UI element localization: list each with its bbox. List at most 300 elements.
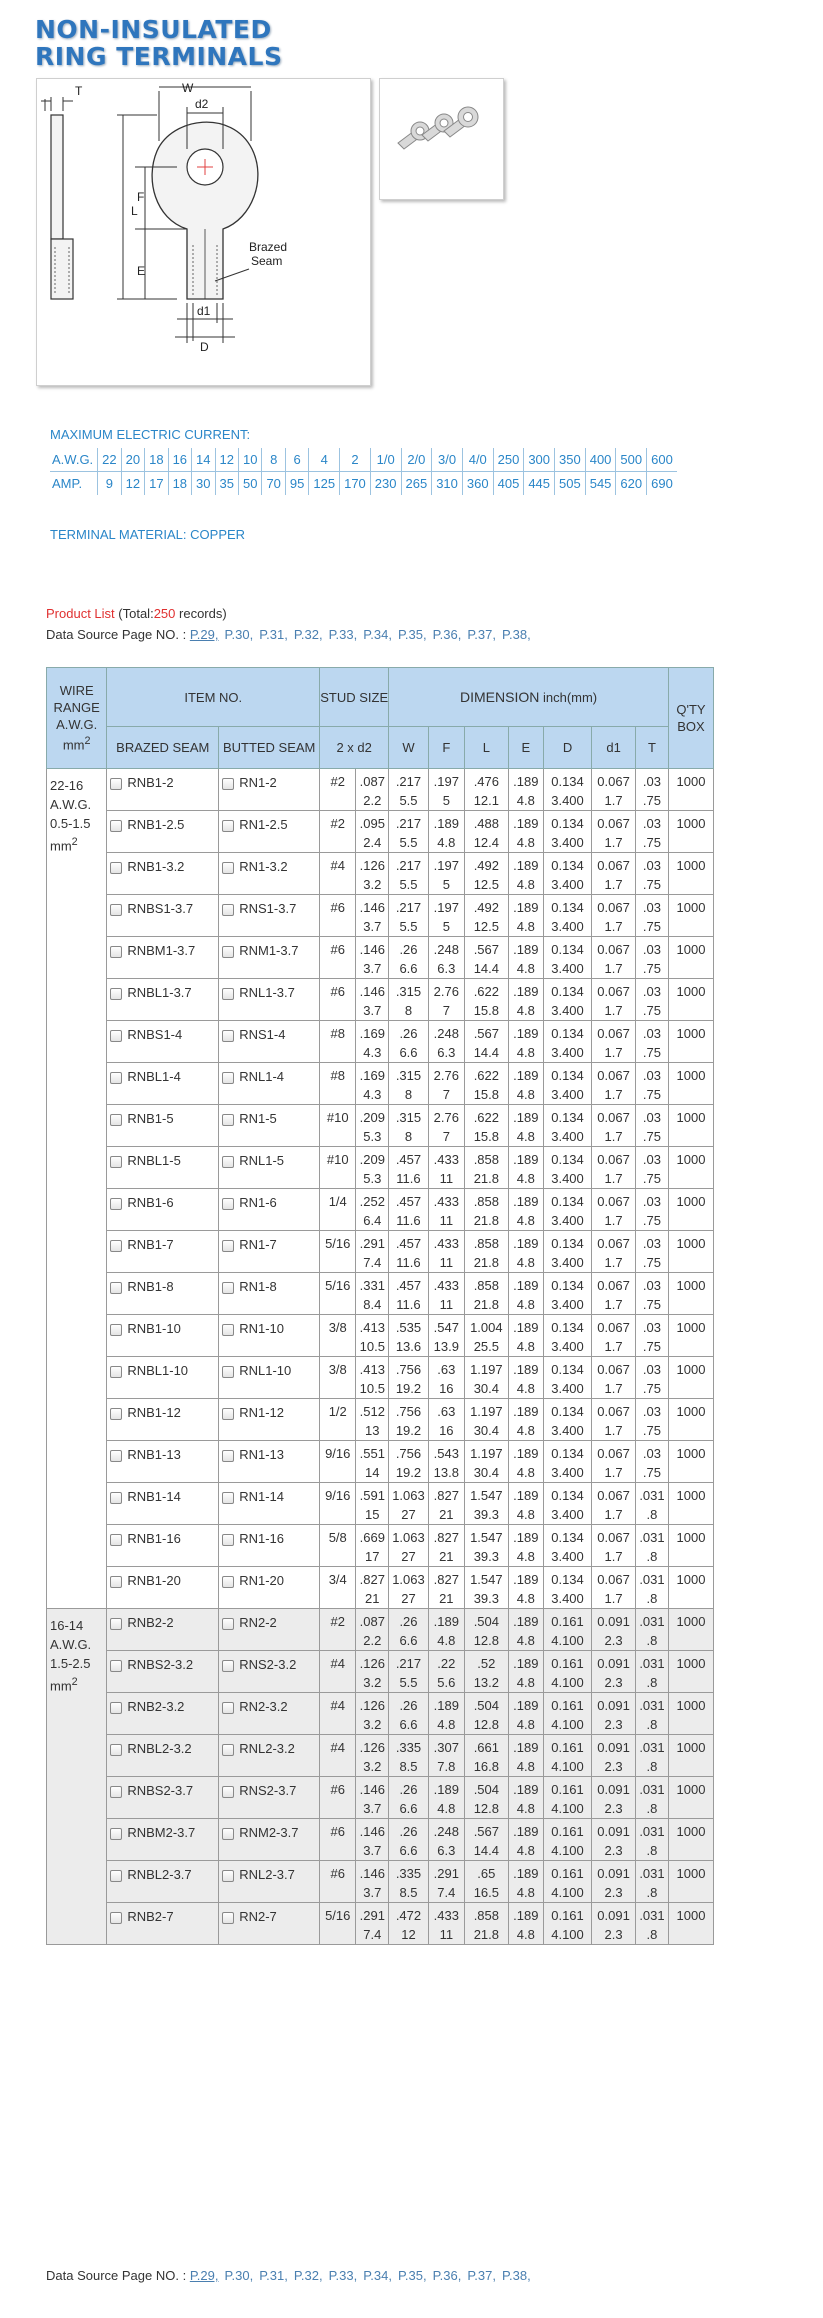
stud-cell xyxy=(320,1903,356,1945)
stud-cell xyxy=(320,1273,356,1315)
page-link[interactable]: P.36, xyxy=(432,2268,462,2283)
dim-d1-cell xyxy=(592,1231,636,1273)
dim-d2-cell xyxy=(356,1189,389,1231)
select-checkbox[interactable] xyxy=(222,1870,234,1882)
header-d1: d1 xyxy=(592,727,636,769)
dim-F-cell xyxy=(428,1483,464,1525)
table-row xyxy=(47,1819,714,1861)
awg-value: 350 xyxy=(555,448,586,472)
select-checkbox[interactable] xyxy=(110,1702,122,1714)
select-checkbox[interactable] xyxy=(222,778,234,790)
stud-value: #4 xyxy=(330,858,345,873)
dim-mm: 4.100 xyxy=(551,1885,584,1900)
stud-value: 5/16 xyxy=(325,1908,351,1923)
dim-mm: 4.8 xyxy=(516,1255,535,1270)
select-checkbox[interactable] xyxy=(222,862,234,874)
dim-D-cell xyxy=(543,1357,591,1399)
select-checkbox[interactable] xyxy=(222,1156,234,1168)
dim-W-cell xyxy=(389,1189,428,1231)
dim-W-cell xyxy=(389,1273,428,1315)
dim-inch: .567 xyxy=(473,942,499,957)
qty-value: 1000 xyxy=(676,1026,706,1041)
dim-inch: .827 xyxy=(433,1572,459,1587)
brazed-item-cell xyxy=(107,1147,219,1189)
dim-inch: .63 xyxy=(437,1362,456,1377)
dim-mm: 1.7 xyxy=(604,793,623,808)
page-link[interactable]: P.32, xyxy=(293,627,323,642)
select-checkbox[interactable] xyxy=(222,820,234,832)
dim-E-cell xyxy=(508,1189,543,1231)
label-d1: d1 xyxy=(197,304,211,318)
dim-inch: .03 xyxy=(642,1278,661,1293)
dim-W-cell xyxy=(389,853,428,895)
table-row xyxy=(47,1021,714,1063)
dim-inch: 0.161 xyxy=(551,1698,584,1713)
brazed-item-cell xyxy=(107,1483,219,1525)
select-checkbox[interactable] xyxy=(110,778,122,790)
header-brazed: BRAZED SEAM xyxy=(107,727,219,769)
dim-mm: 27 xyxy=(401,1591,416,1606)
dim-mm: 4.8 xyxy=(516,1885,535,1900)
select-checkbox[interactable] xyxy=(222,1324,234,1336)
dim-mm: 2.3 xyxy=(604,1801,623,1816)
dim-inch: .189 xyxy=(513,1782,539,1797)
select-checkbox[interactable] xyxy=(110,820,122,832)
select-checkbox[interactable] xyxy=(110,1744,122,1756)
dim-W-cell xyxy=(389,1525,428,1567)
select-checkbox[interactable] xyxy=(110,1366,122,1378)
dim-inch: .413 xyxy=(359,1320,385,1335)
dim-inch: .189 xyxy=(513,1908,539,1923)
dim-D-cell xyxy=(543,1525,591,1567)
dim-F-cell xyxy=(428,1525,464,1567)
brazed-item-cell xyxy=(107,1399,219,1441)
page-link[interactable]: P.37, xyxy=(467,2268,496,2283)
amp-value: 18 xyxy=(168,472,191,496)
brazed-item-no: RNB1-20 xyxy=(127,1573,181,1588)
dim-L-cell xyxy=(464,1273,508,1315)
amp-value: 265 xyxy=(401,472,432,496)
stud-cell xyxy=(320,1441,356,1483)
amp-value: 620 xyxy=(616,472,647,496)
awg-value: 14 xyxy=(192,448,215,472)
qty-cell xyxy=(668,1777,713,1819)
page-link[interactable]: P.29, xyxy=(189,2268,219,2283)
butted-item-no: RN1-5 xyxy=(239,1111,277,1126)
qty-value: 1000 xyxy=(676,1656,706,1671)
dim-inch: 0.067 xyxy=(597,1530,630,1545)
page-link[interactable]: P.37, xyxy=(467,627,496,642)
dim-mm: 3.400 xyxy=(551,1129,584,1144)
page-link[interactable]: P.33, xyxy=(328,2268,358,2283)
dim-W-cell xyxy=(389,1399,428,1441)
stud-value: #6 xyxy=(330,1782,345,1797)
label-W: W xyxy=(182,81,194,95)
dim-mm: 3.400 xyxy=(551,1339,584,1354)
dim-inch: .189 xyxy=(513,1446,539,1461)
select-checkbox[interactable] xyxy=(222,988,234,1000)
dim-E-cell xyxy=(508,1651,543,1693)
select-checkbox[interactable] xyxy=(110,1576,122,1588)
select-checkbox[interactable] xyxy=(222,1576,234,1588)
dim-inch: .457 xyxy=(395,1152,422,1167)
stud-cell xyxy=(320,1147,356,1189)
qty-cell xyxy=(668,1609,713,1651)
select-checkbox[interactable] xyxy=(222,1240,234,1252)
dim-mm: 13.2 xyxy=(473,1675,499,1690)
dim-F-cell xyxy=(428,1609,464,1651)
dim-T-cell xyxy=(636,1357,669,1399)
dim-mm: .75 xyxy=(642,1003,661,1018)
select-checkbox[interactable] xyxy=(222,946,234,958)
dim-mm: 25.5 xyxy=(473,1339,499,1354)
dim-W-cell xyxy=(389,937,428,979)
dim-mm: 1.7 xyxy=(604,877,623,892)
dim-mm: 5.5 xyxy=(399,835,418,850)
dim-mm: 4.8 xyxy=(516,1129,535,1144)
select-checkbox[interactable] xyxy=(110,1618,122,1630)
dim-mm: 4.8 xyxy=(516,1171,535,1186)
select-checkbox[interactable] xyxy=(222,1366,234,1378)
dim-F-cell xyxy=(428,1651,464,1693)
dim-inch: 1.547 xyxy=(470,1530,503,1545)
dim-inch: .126 xyxy=(359,1656,385,1671)
dim-mm: .75 xyxy=(642,1423,661,1438)
butted-item-cell xyxy=(219,1105,320,1147)
dim-inch: .03 xyxy=(642,1404,661,1419)
dim-inch: .827 xyxy=(433,1488,459,1503)
dim-mm: 7 xyxy=(442,1129,450,1144)
label-F: F xyxy=(137,190,145,204)
dim-mm: 4.8 xyxy=(516,1339,535,1354)
select-checkbox[interactable] xyxy=(110,1198,122,1210)
select-checkbox[interactable] xyxy=(110,1786,122,1798)
dim-mm: 3.400 xyxy=(551,1003,584,1018)
dim-D-cell xyxy=(543,1483,591,1525)
qty-value: 1000 xyxy=(676,1068,706,1083)
dim-d2-cell xyxy=(356,1567,389,1609)
page-link[interactable]: P.35, xyxy=(397,627,427,642)
qty-cell xyxy=(668,1357,713,1399)
dim-inch: .189 xyxy=(433,1698,459,1713)
select-checkbox[interactable] xyxy=(110,1072,122,1084)
dim-mm: 16 xyxy=(439,1381,454,1396)
dim-T-cell xyxy=(636,1105,669,1147)
select-checkbox[interactable] xyxy=(222,1282,234,1294)
dim-mm: .8 xyxy=(646,1885,658,1900)
dim-mm: 4.8 xyxy=(516,1087,535,1102)
dim-mm: 19.2 xyxy=(395,1381,422,1396)
butted-item-no: RN1-13 xyxy=(239,1447,285,1462)
dim-inch: .488 xyxy=(473,816,499,831)
page-link[interactable]: P.38, xyxy=(502,2268,531,2283)
dim-inch: .197 xyxy=(433,858,459,873)
select-checkbox[interactable] xyxy=(222,904,234,916)
stud-value: #4 xyxy=(330,1656,345,1671)
dim-T-cell xyxy=(636,1147,669,1189)
table-row xyxy=(47,811,714,853)
select-checkbox[interactable] xyxy=(110,1282,122,1294)
dim-inch: 0.067 xyxy=(597,774,630,789)
dim-L-cell xyxy=(464,1819,508,1861)
select-checkbox[interactable] xyxy=(222,1912,234,1924)
page-link[interactable]: P.36, xyxy=(432,627,462,642)
brazed-item-no: RNBS2-3.7 xyxy=(127,1783,194,1798)
dim-d1-cell xyxy=(592,1399,636,1441)
dim-inch: .622 xyxy=(473,1068,499,1083)
page-link[interactable]: P.29, xyxy=(189,627,219,642)
dim-inch: .03 xyxy=(642,900,661,915)
table-row xyxy=(47,1441,714,1483)
dim-inch: .217 xyxy=(395,858,422,873)
dim-D-cell xyxy=(543,811,591,853)
page-link[interactable]: P.32, xyxy=(293,2268,323,2283)
dim-inch: 0.067 xyxy=(597,1194,630,1209)
dim-inch: .03 xyxy=(642,1110,661,1125)
select-checkbox[interactable] xyxy=(222,1660,234,1672)
dim-inch: .197 xyxy=(433,774,459,789)
dim-d1-cell xyxy=(592,1735,636,1777)
brazed-item-no: RNBL2-3.7 xyxy=(127,1867,192,1882)
dim-inch: .03 xyxy=(642,774,661,789)
dim-mm: 4.8 xyxy=(516,877,535,892)
select-checkbox[interactable] xyxy=(222,1198,234,1210)
dim-inch: 0.067 xyxy=(597,1446,630,1461)
qty-value: 1000 xyxy=(676,1194,706,1209)
dim-mm: 21 xyxy=(439,1507,454,1522)
dim-d2-cell xyxy=(356,1063,389,1105)
dim-D-cell xyxy=(543,1861,591,1903)
select-checkbox[interactable] xyxy=(110,1912,122,1924)
select-checkbox[interactable] xyxy=(110,1870,122,1882)
brazed-item-no: RNB1-16 xyxy=(127,1531,181,1546)
dim-mm: 4.8 xyxy=(437,835,456,850)
stud-cell xyxy=(320,769,356,811)
select-checkbox[interactable] xyxy=(110,946,122,958)
product-list-label: Product List xyxy=(46,606,115,621)
dim-W-cell xyxy=(389,1357,428,1399)
select-checkbox[interactable] xyxy=(222,1072,234,1084)
page-link[interactable]: P.35, xyxy=(397,2268,427,2283)
stud-value: 1/4 xyxy=(328,1194,347,1209)
dim-inch: .031 xyxy=(639,1656,665,1671)
dim-L-cell xyxy=(464,1525,508,1567)
stud-value: 9/16 xyxy=(325,1488,351,1503)
stud-cell xyxy=(320,1525,356,1567)
dim-mm: 12.8 xyxy=(473,1801,499,1816)
select-checkbox[interactable] xyxy=(110,904,122,916)
table-row xyxy=(47,1651,714,1693)
page-link[interactable]: P.34, xyxy=(363,627,392,642)
awg-value: 500 xyxy=(616,448,647,472)
dim-mm: 1.7 xyxy=(604,919,623,934)
stud-cell xyxy=(320,895,356,937)
dim-D-cell xyxy=(543,895,591,937)
select-checkbox[interactable] xyxy=(110,1030,122,1042)
select-checkbox[interactable] xyxy=(110,1828,122,1840)
dim-inch: 0.067 xyxy=(597,1362,630,1377)
page-link[interactable]: P.38, xyxy=(502,627,531,642)
select-checkbox[interactable] xyxy=(110,1324,122,1336)
dim-inch: .26 xyxy=(399,1698,418,1713)
dim-mm: .8 xyxy=(646,1801,658,1816)
dim-mm: 11.6 xyxy=(396,1171,421,1186)
dim-F-cell xyxy=(428,1399,464,1441)
select-checkbox[interactable] xyxy=(110,1156,122,1168)
dim-L-cell xyxy=(464,1483,508,1525)
stud-value: #4 xyxy=(330,1698,345,1713)
select-checkbox[interactable] xyxy=(110,1534,122,1546)
select-checkbox[interactable] xyxy=(110,1408,122,1420)
brazed-item-no: RNB1-10 xyxy=(127,1321,181,1336)
qty-cell xyxy=(668,1819,713,1861)
dim-E-cell xyxy=(508,1315,543,1357)
dim-inch: .031 xyxy=(639,1866,665,1881)
dim-inch: 0.134 xyxy=(551,1404,584,1419)
brazed-item-cell xyxy=(107,1693,219,1735)
stud-cell xyxy=(320,1567,356,1609)
dim-mm: .75 xyxy=(642,1171,661,1186)
dim-inch: .248 xyxy=(433,1026,459,1041)
page-link[interactable]: P.31, xyxy=(259,2268,288,2283)
select-checkbox[interactable] xyxy=(222,1702,234,1714)
select-checkbox[interactable] xyxy=(222,1618,234,1630)
select-checkbox[interactable] xyxy=(110,1240,122,1252)
dim-inch: .146 xyxy=(359,942,385,957)
dim-inch: .661 xyxy=(473,1740,499,1755)
dim-mm: 4.8 xyxy=(516,1045,535,1060)
dim-inch: .146 xyxy=(359,1866,385,1881)
dim-inch: 0.161 xyxy=(551,1782,584,1797)
data-source-label: Data Source Page NO. : xyxy=(46,627,187,642)
dim-E-cell xyxy=(508,1441,543,1483)
table-row xyxy=(47,1231,714,1273)
dim-mm: 4.100 xyxy=(551,1843,584,1858)
awg-value: 3/0 xyxy=(432,448,463,472)
stud-value: #2 xyxy=(330,816,345,831)
butted-item-cell xyxy=(219,1861,320,1903)
awg-value: 8 xyxy=(262,448,285,472)
dim-mm: 4.8 xyxy=(516,1801,535,1816)
select-checkbox[interactable] xyxy=(222,1744,234,1756)
select-checkbox[interactable] xyxy=(110,1492,122,1504)
dim-inch: 0.134 xyxy=(551,1488,584,1503)
table-row xyxy=(47,1105,714,1147)
dim-mm: 1.7 xyxy=(604,1507,623,1522)
dim-inch: .335 xyxy=(395,1740,422,1755)
dim-mm: 11.6 xyxy=(396,1213,421,1228)
dim-W-cell xyxy=(389,769,428,811)
stud-cell xyxy=(320,853,356,895)
dim-mm: 3.400 xyxy=(551,1255,584,1270)
amp-value: 17 xyxy=(145,472,168,496)
dim-inch: .03 xyxy=(642,1236,661,1251)
select-checkbox[interactable] xyxy=(222,1450,234,1462)
dim-inch: .248 xyxy=(433,1824,459,1839)
dim-inch: 0.134 xyxy=(551,774,584,789)
select-checkbox[interactable] xyxy=(110,862,122,874)
butted-item-cell xyxy=(219,895,320,937)
select-checkbox[interactable] xyxy=(110,1660,122,1672)
dim-mm: 5.5 xyxy=(399,919,418,934)
stud-value: #6 xyxy=(330,942,345,957)
select-checkbox[interactable] xyxy=(222,1030,234,1042)
dim-d2-cell xyxy=(356,1273,389,1315)
dim-mm: 3.2 xyxy=(363,1759,382,1774)
dim-D-cell xyxy=(543,1735,591,1777)
table-row xyxy=(47,1567,714,1609)
dim-mm: 10.5 xyxy=(359,1339,385,1354)
page-link[interactable]: P.30, xyxy=(224,627,254,642)
dim-inch: 0.091 xyxy=(597,1908,630,1923)
dim-d2-cell xyxy=(356,811,389,853)
dim-inch: 1.197 xyxy=(470,1362,503,1377)
select-checkbox[interactable] xyxy=(222,1492,234,1504)
select-checkbox[interactable] xyxy=(110,988,122,1000)
dim-d2-cell xyxy=(356,769,389,811)
page-link[interactable]: P.34, xyxy=(363,2268,392,2283)
dim-F-cell xyxy=(428,1105,464,1147)
select-checkbox[interactable] xyxy=(222,1114,234,1126)
dim-inch: .543 xyxy=(433,1446,459,1461)
material-line xyxy=(50,527,245,542)
stud-value: #6 xyxy=(330,1866,345,1881)
dim-mm: 8 xyxy=(404,1087,413,1102)
select-checkbox[interactable] xyxy=(110,1114,122,1126)
dim-T-cell xyxy=(636,853,669,895)
select-checkbox[interactable] xyxy=(222,1786,234,1798)
dim-L-cell xyxy=(464,1105,508,1147)
page-link[interactable]: P.30, xyxy=(224,2268,254,2283)
dim-inch: .189 xyxy=(513,1614,539,1629)
dim-mm: .75 xyxy=(642,919,661,934)
table-row xyxy=(47,1147,714,1189)
select-checkbox[interactable] xyxy=(222,1828,234,1840)
dim-inch: 1.004 xyxy=(470,1320,503,1335)
dim-mm: 4.8 xyxy=(516,1507,535,1522)
dim-inch: .189 xyxy=(513,1026,539,1041)
header-E: E xyxy=(508,727,543,769)
dim-mm: 5.5 xyxy=(399,877,418,892)
dim-T-cell xyxy=(636,1735,669,1777)
select-checkbox[interactable] xyxy=(110,1450,122,1462)
dim-mm: 4.8 xyxy=(516,1717,535,1732)
stud-value: 3/4 xyxy=(328,1572,347,1587)
awg-value: 4 xyxy=(309,448,340,472)
page-link[interactable]: P.31, xyxy=(259,627,288,642)
butted-item-cell xyxy=(219,1525,320,1567)
dim-D-cell xyxy=(543,1441,591,1483)
dim-inch: .03 xyxy=(642,858,661,873)
select-checkbox[interactable] xyxy=(222,1534,234,1546)
dim-mm: 4.8 xyxy=(516,919,535,934)
dim-mm: 39.3 xyxy=(473,1549,499,1564)
dim-d2-cell xyxy=(356,1021,389,1063)
dim-mm: 21 xyxy=(365,1591,380,1606)
dim-mm: 8.5 xyxy=(399,1759,418,1774)
dim-d1-cell xyxy=(592,979,636,1021)
stud-cell xyxy=(320,1399,356,1441)
dim-inch: .669 xyxy=(359,1530,385,1545)
page-link[interactable]: P.33, xyxy=(328,627,358,642)
dim-d1-cell xyxy=(592,853,636,895)
dim-inch: .095 xyxy=(359,816,385,831)
select-checkbox[interactable] xyxy=(222,1408,234,1420)
stud-cell xyxy=(320,1063,356,1105)
dim-mm: 3.400 xyxy=(551,1465,584,1480)
dim-mm: 1.7 xyxy=(604,1129,623,1144)
qty-value: 1000 xyxy=(676,1236,706,1251)
